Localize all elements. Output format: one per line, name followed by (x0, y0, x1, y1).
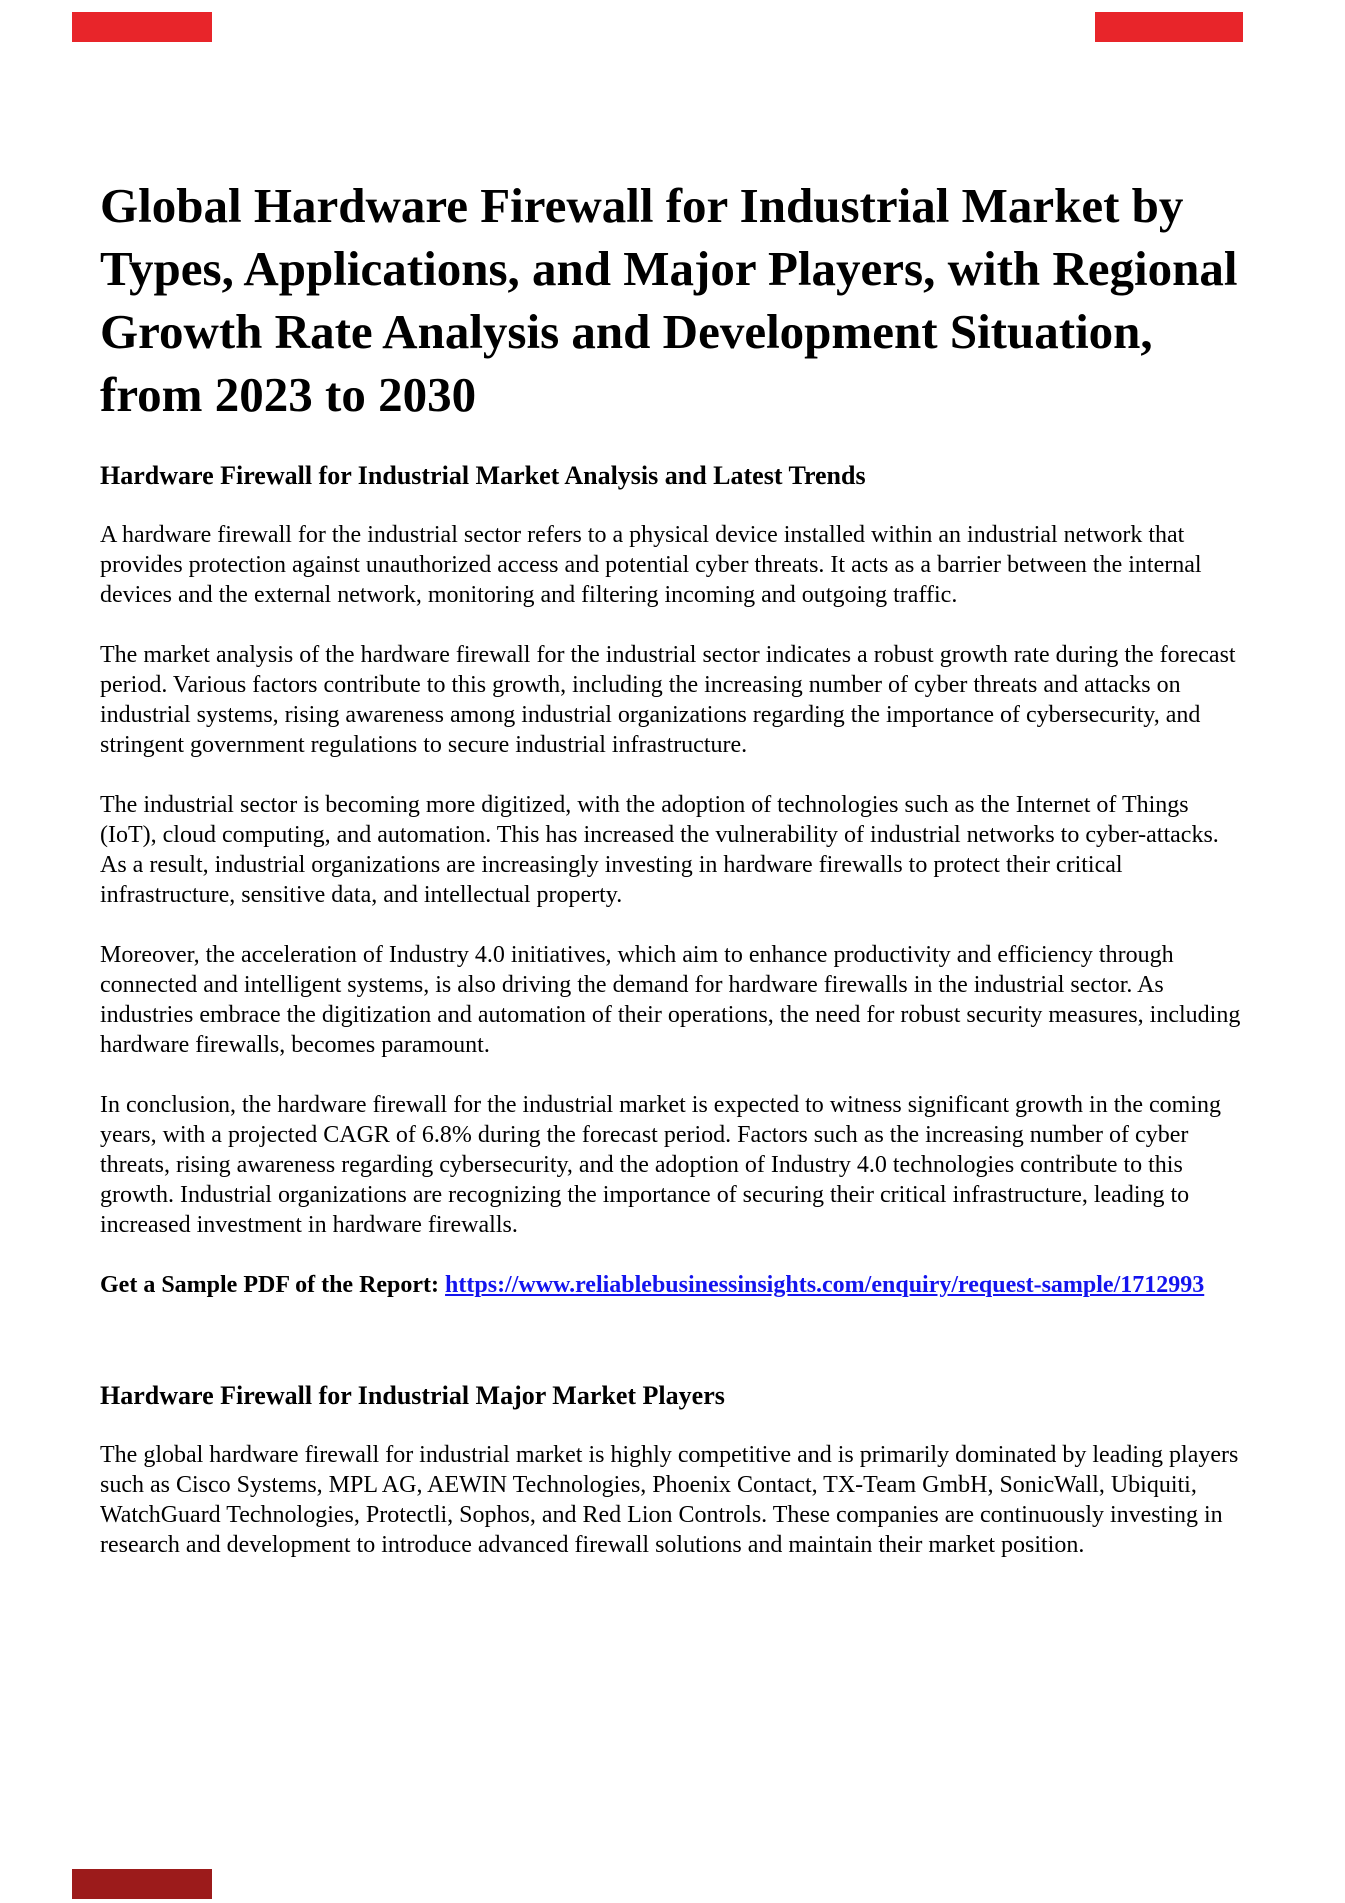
paragraph-market-analysis: The market analysis of the hardware firewall for the industrial sector indicates a robust growth rate during the forecast period. Various factors contribute to this growth, including the increasing number of cyber threats and attacks on industrial systems, rising awareness among industrial organizations regarding the importance of cybersecurity, and stringent government regulations to secure industrial infrastructure. (100, 642, 1236, 758)
paragraph-conclusion: In conclusion, the hardware firewall for the industrial market is expected to witness significant growth in the coming years, with a projected CAGR of 6.8% during the forecast period. Factors such as the increasing number of cyber threats, rising awareness regarding cybersecurity, and the adoption of Industry 4.0 technologies contribute to this growth. Industrial organizations are recognizing the importance of securing their critical infrastructure, leading to increased investment in hardware firewalls. (100, 1092, 1222, 1238)
section-heading-players: Hardware Firewall for Industrial Major Market Players (100, 1381, 725, 1410)
paragraph-industry-4-0: Moreover, the acceleration of Industry 4.0 initiatives, which aim to enhance productivity and efficiency through connected and intelligent systems, is also driving the demand for hardware firewalls in the industrial sector. As industries embrace the digitization and automation of their operations, the need for robust security measures, including hardware firewalls, becomes paramount. (100, 942, 1241, 1058)
sample-report-label: Get a Sample PDF of the Report: (100, 1272, 440, 1298)
section-heading-trends: Hardware Firewall for Industrial Market Analysis and Latest Trends (100, 461, 866, 490)
sample-report-line (100, 1270, 1245, 1300)
redaction-bar-top-left (72, 12, 212, 42)
article-title: Global Hardware Firewall for Industrial Market by Types, Applications, and Major Players, with Regional Growth Rate Analysis and Development Situation, from 2023 to 2030 (100, 178, 1238, 422)
paragraph-definition: A hardware firewall for the industrial sector refers to a physical device installed within an industrial network that provides protection against unauthorized access and potential cyber threats. It acts as a barrier between the internal devices and the external network, monitoring and filtering incoming and outgoing traffic. (100, 522, 1202, 608)
paragraph-digitization: The industrial sector is becoming more digitized, with the adoption of technologies such as the Internet of Things (IoT), cloud computing, and automation. This has increased the vulnerability of industrial networks to cyber-attacks. As a result, industrial organizations are increasingly investing in hardware firewalls to protect their critical infrastructure, sensitive data, and intellectual property. (100, 792, 1219, 908)
redaction-bar-bottom-left (72, 1869, 212, 1899)
sample-report-link[interactable]: https://www.reliablebusinessinsights.com/enquiry/request-sample/1712993 (445, 1272, 1205, 1298)
redaction-bar-top-right (1095, 12, 1243, 42)
paragraph-major-players: The global hardware firewall for industrial market is highly competitive and is primarily dominated by leading players such as Cisco Systems, MPL AG, AEWIN Technologies, Phoenix Contact, TX-Team GmbH, SonicWall, Ubiquiti, WatchGuard Technologies, Protectli, Sophos, and Red Lion Controls. These companies are continuously investing in research and development to introduce advanced firewall solutions and maintain their market position. (100, 1442, 1239, 1558)
